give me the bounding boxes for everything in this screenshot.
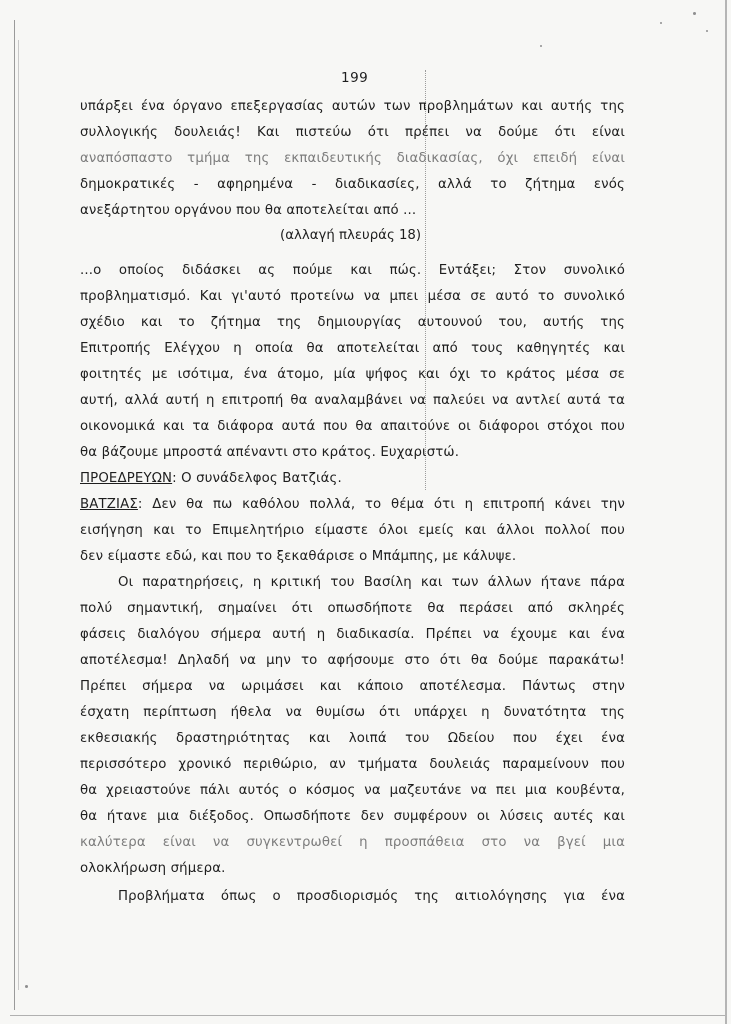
scan-edge-left-inner — [18, 40, 19, 990]
text-line: αποτέλεσμα! Δηλαδή να μην το αφήσουμε στο ότι θα δούμε παρακάτω! — [80, 653, 625, 668]
text-line: σχέδιο και το ζήτημα της δημιουργίας αυτουνού του, αυτής της — [80, 315, 625, 330]
text-line: Οι παρατηρήσεις, η κριτική του Βασίλη και των άλλων ήτανε πάρα — [118, 575, 625, 590]
text-line: Πρέπει σήμερα να ωριμάσει και κάποιο αποτέλεσμα. Πάντως στην — [80, 679, 625, 694]
scan-edge-right — [725, 0, 727, 1024]
text-line: θα ήτανε μια διέξοδος. Οπωσδήποτε δεν συμφέρουν οι λύσεις αυτές και — [80, 809, 625, 824]
page-number: 199 — [341, 70, 369, 86]
scan-speck — [25, 985, 28, 988]
scan-edge-bottom — [10, 1015, 725, 1016]
text-line: δημοκρατικές - αφηρημένα - διαδικασίες, αλλά το ζήτημα ενός — [80, 177, 625, 192]
text-line: φοιτητές με ισότιμα, ένα άτομο, μία ψήφος και όχι το κράτος μέσα σε — [80, 367, 625, 382]
text-line: φάσεις διαλόγου σήμερα αυτή η διαδικασία. Πρέπει να έχουμε και ένα — [80, 627, 625, 642]
text-line: ανεξάρτητου οργάνου που θα αποτελείται από ... — [80, 203, 417, 218]
vatzias-line — [80, 492, 625, 518]
text-line: θα βάζουμε μπροστά απέναντι στο κράτος. Ευχαριστώ. — [80, 445, 460, 460]
paragraph-1 — [80, 94, 625, 224]
speaker-text: : Ο συνάδελφος Βατζιάς. — [172, 471, 342, 486]
text-line: θα χρειαστούνε πάλι αυτός ο κόσμος να μαζευτάνε να πει μια κουβέντα, — [80, 783, 625, 798]
text-line: πολύ σημαντική, σημαίνει ότι οπωσδήποτε θα περάσει από σκληρές — [80, 601, 625, 616]
text-line: καλύτερα είναι να συγκεντρωθεί η προσπάθεια στο να βγεί μια — [80, 835, 625, 850]
text-line: αναπόσπαστο τμήμα της εκπαιδευτικής διαδικασίας, όχι επειδή είναι — [80, 151, 625, 166]
text-line: εκθεσιακής δραστηριότητας και λοιπά του Ωδείου που έχει ένα — [80, 731, 625, 746]
paragraph-4 — [80, 884, 625, 910]
speaker-text: : Δεν θα πω καθόλου πολλά, το θέμα ότι η επιτροπή κάνει την — [137, 497, 625, 512]
text-line: δεν είμαστε εδώ, και που το ξεκαθάρισε ο Μπάμπης, με κάλυψε. — [80, 549, 517, 564]
scan-speck — [693, 12, 696, 15]
text-line: αυτή, αλλά αυτή η επιτροπή θα αναλαμβάνει να παλεύει να αντλεί αυτά τα — [80, 393, 625, 408]
page-change-note: (αλλαγή πλευράς 18) — [280, 228, 422, 243]
text-line: περισσότερο χρονικό περιθώριο, αν τμήματα δουλειάς παραμείνουν που — [80, 757, 625, 772]
text-line: ολοκλήρωση σήμερα. — [80, 861, 226, 876]
paragraph-3 — [80, 570, 625, 882]
text-line: ...ο οποίος διδάσκει ας πούμε και πώς. Εντάξει; Στον συνολικό — [80, 263, 625, 278]
paragraph-2 — [80, 258, 625, 570]
chair-line — [80, 466, 625, 492]
scan-speck — [706, 30, 708, 32]
text-line: υπάρξει ένα όργανο επεξεργασίας αυτών των προβλημάτων και αυτής της — [80, 99, 625, 114]
text-line: έσχατη περίπτωση ήθελα να θυμίσω ότι υπάρχει η δυνατότητα της — [80, 705, 625, 720]
speaker-name: ΠΡΟΕΔΡΕΥΩΝ — [80, 471, 173, 486]
scan-speck — [540, 45, 542, 47]
text-line: Επιτροπής Ελέγχου η οποία θα αποτελείται από τους καθηγητές και — [80, 341, 625, 356]
speaker-name: ΒΑΤΖΙΑΣ — [80, 497, 138, 512]
text-line: εισήγηση και το Επιμελητήριο είμαστε όλοι εμείς και άλλοι πολλοί που — [80, 523, 625, 538]
text-line: Προβλήματα όπως ο προσδιορισμός της αιτιολόγησης για ένα — [118, 889, 625, 904]
scan-speck — [660, 22, 662, 24]
text-line: οικονομικά και τα διάφορα αυτά που θα απαιτούνε οι διάφοροι στόχοι που — [80, 419, 625, 434]
text-line: συλλογικής δουλειάς! Και πιστεύω ότι πρέπει να δούμε ότι είναι — [80, 125, 625, 140]
scan-edge-left — [14, 20, 15, 1010]
text-line: προβληματισμό. Και γι'αυτό προτείνω να μπει μέσα σε αυτό το συνολικό — [80, 289, 625, 304]
